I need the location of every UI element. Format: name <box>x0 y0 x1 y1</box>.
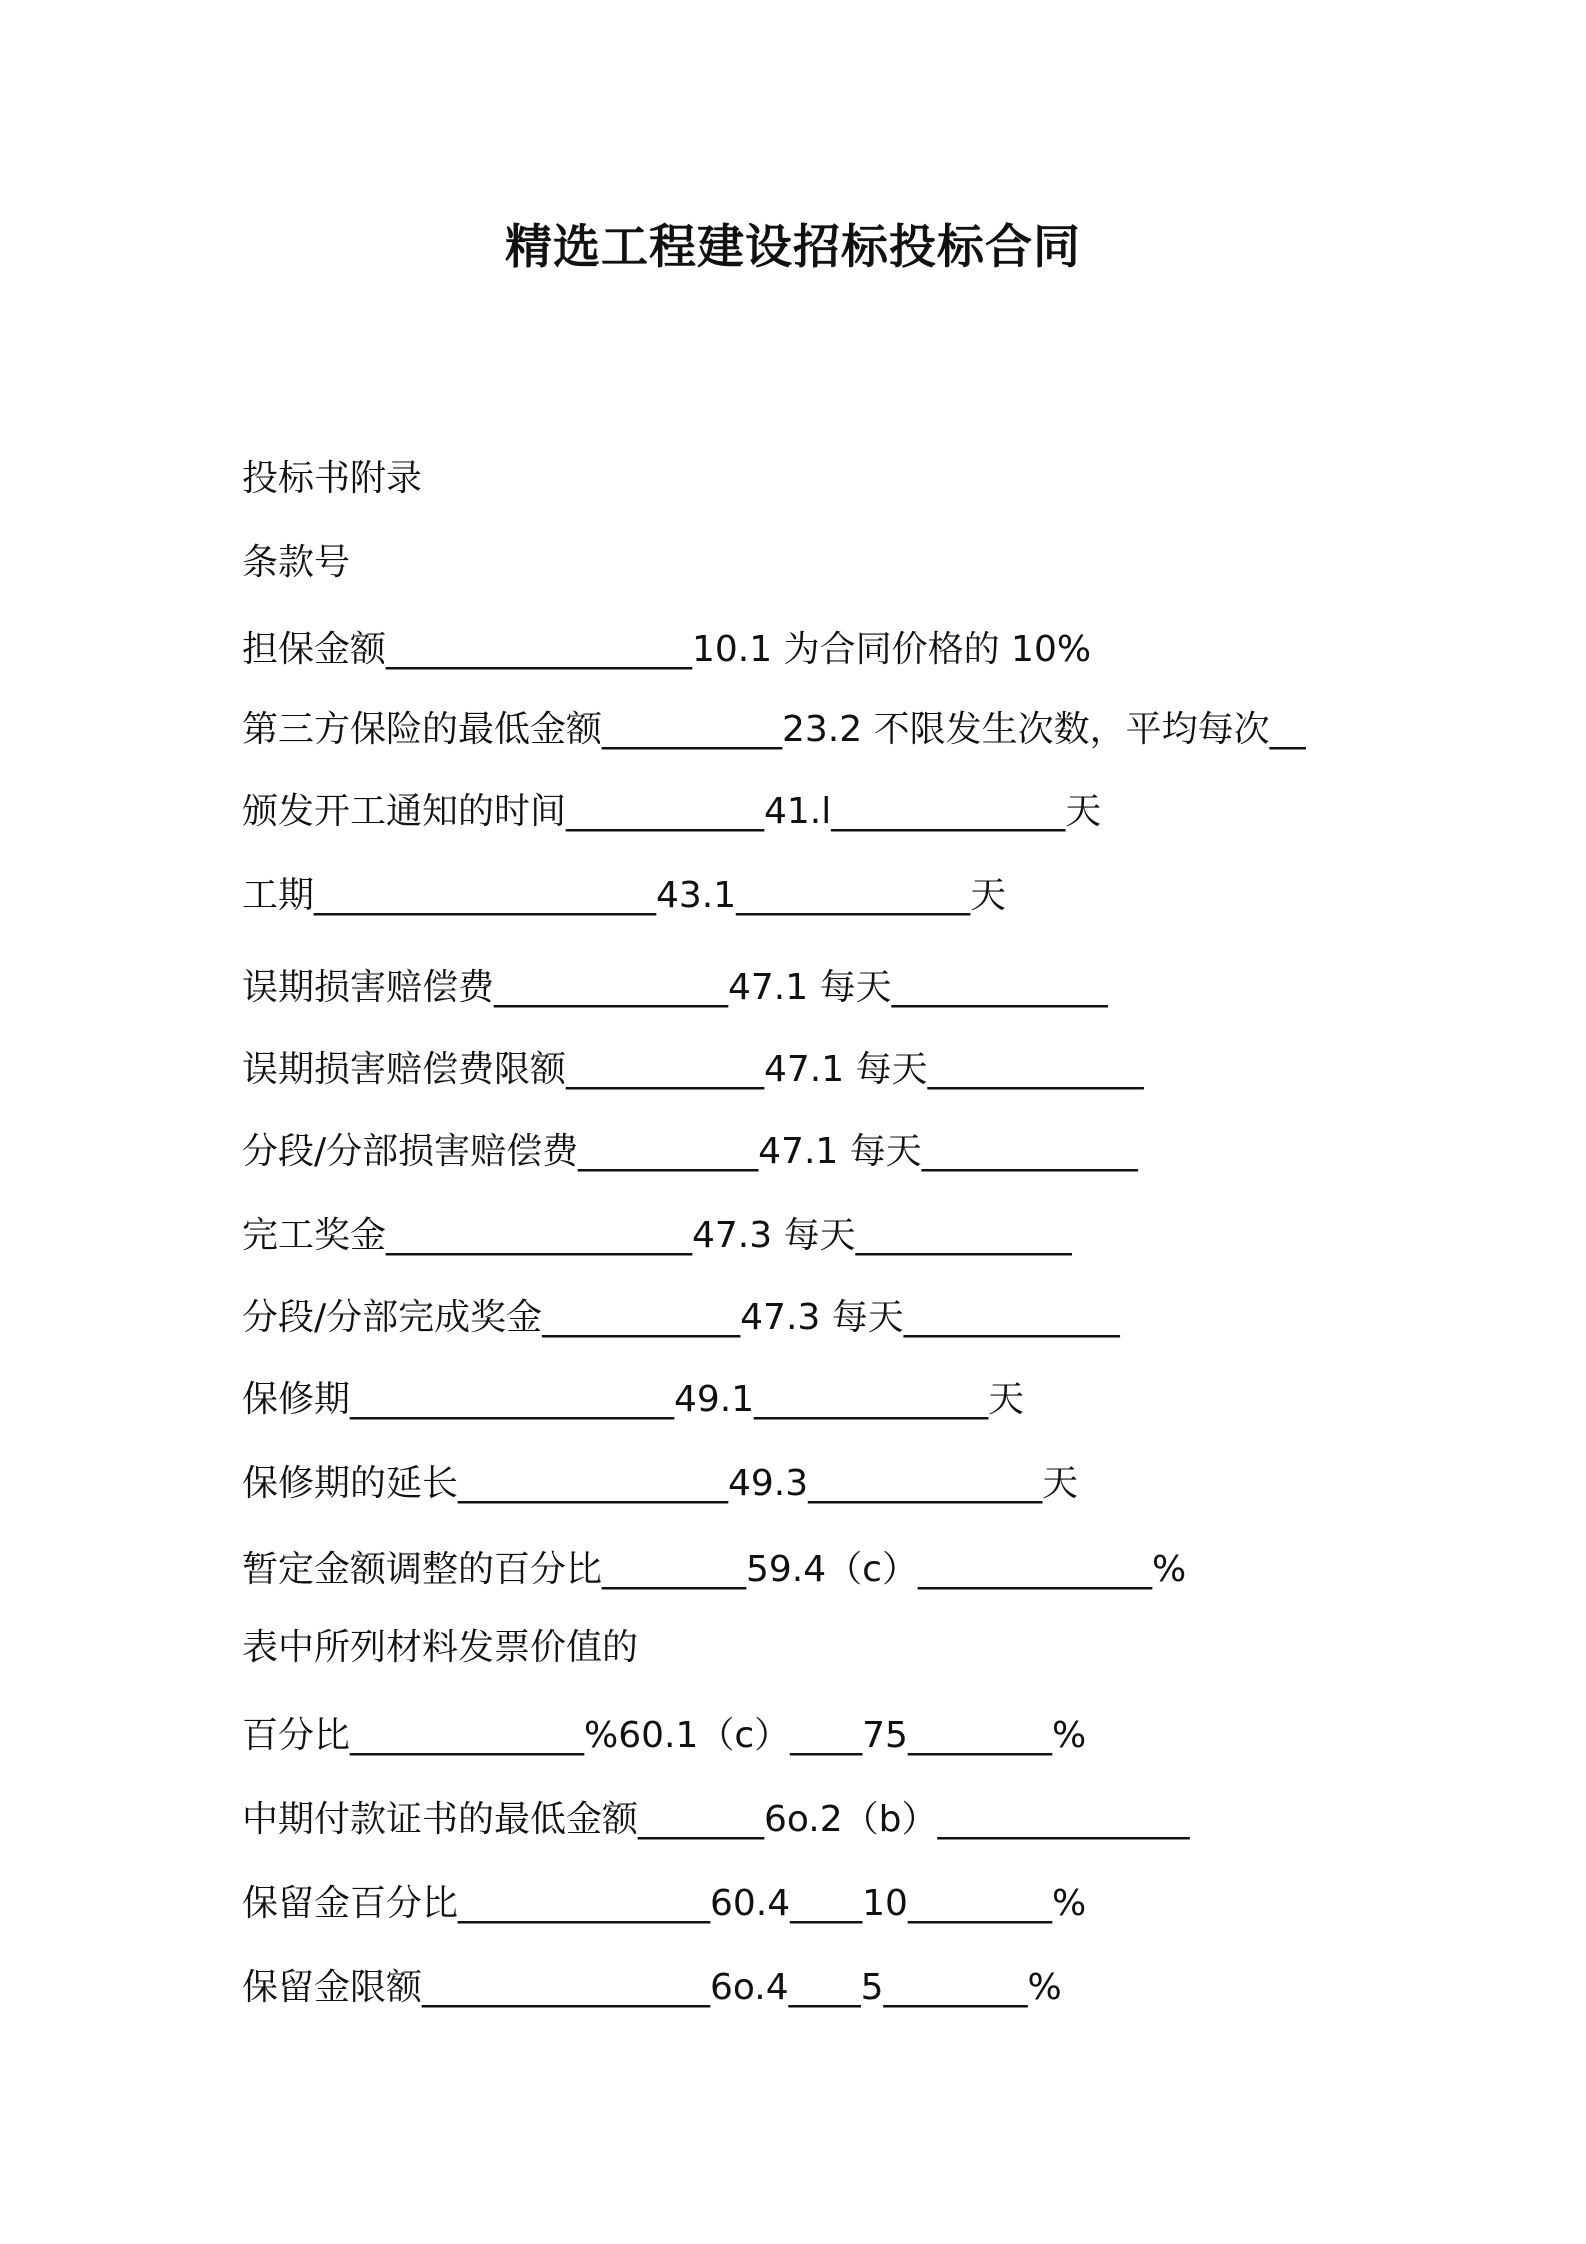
document-title: 精选工程建设招标投标合同 <box>505 220 1081 275</box>
clause-line-delay-damages-limit: 误期损害赔偿费限额___________47.1 每天____________ <box>242 1049 1144 1090</box>
clause-line-retention-percentage: 保留金百分比______________60.4____10________% <box>242 1883 1087 1924</box>
clause-line-completion-bonus: 完工奖金_________________47.3 每天____________ <box>242 1215 1072 1256</box>
clause-line-delay-damages: 误期损害赔偿费_____________47.1 每天____________ <box>242 967 1108 1008</box>
clause-line-interim-payment-minimum: 中期付款证书的最低金额_______6o.2（b）______________ <box>242 1799 1190 1840</box>
clause-line-section-damages: 分段/分部损害赔偿费__________47.1 每天____________ <box>242 1131 1138 1172</box>
clause-line-materials-invoice-value: 表中所列材料发票价值的 <box>242 1627 639 1668</box>
clause-line-section-completion-bonus: 分段/分部完成奖金___________47.3 每天____________ <box>242 1297 1120 1338</box>
clause-number-heading: 条款号 <box>242 542 351 583</box>
clause-line-maintenance-extension: 保修期的延长_______________49.3_____________天 <box>242 1463 1079 1504</box>
clause-line-provisional-sum-percentage: 暂定金额调整的百分比________59.4（c）_____________% <box>242 1549 1187 1590</box>
clause-line-maintenance-period: 保修期__________________49.1_____________天 <box>242 1379 1025 1420</box>
clause-line-retention-limit: 保留金限额________________6o.4____5________% <box>242 1967 1062 2008</box>
clause-line-third-party-insurance: 第三方保险的最低金额__________23.2 不限发生次数，平均每次__ <box>242 709 1306 750</box>
clause-line-commencement-notice: 颁发开工通知的时间___________41.l_____________天 <box>242 791 1102 832</box>
clause-line-construction-period: 工期___________________43.1_____________天 <box>242 875 1007 916</box>
clause-line-percentage: 百分比_____________%60.1（c）____75________% <box>242 1715 1087 1756</box>
clause-line-guarantee-amount: 担保金额_________________10.1 为合同价格的 10% <box>242 629 1092 670</box>
appendix-heading: 投标书附录 <box>242 458 423 499</box>
